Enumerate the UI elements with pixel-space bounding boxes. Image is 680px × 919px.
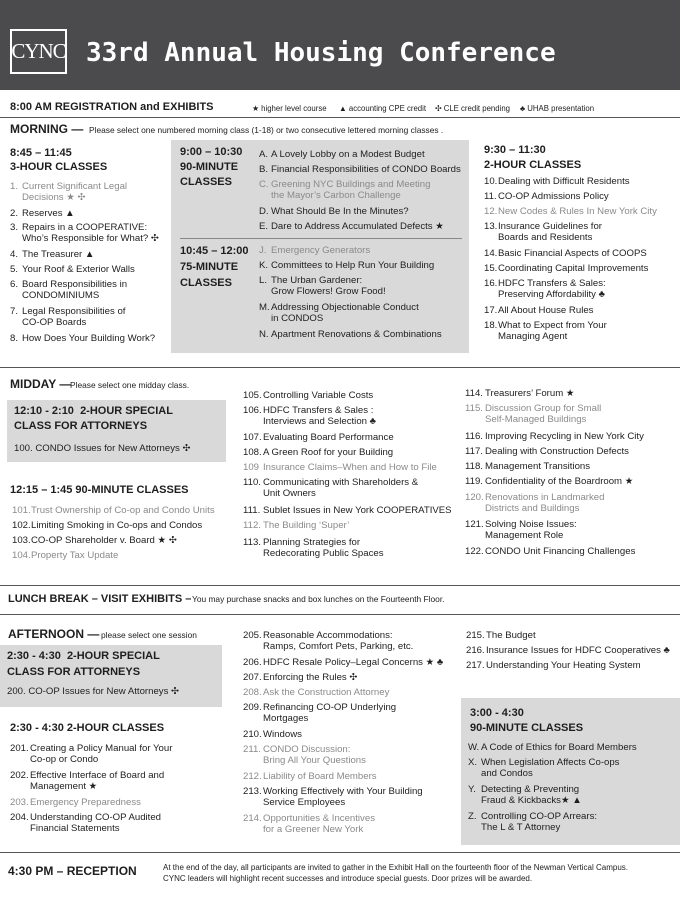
class-number: 213. <box>243 786 262 797</box>
class-item <box>468 811 597 822</box>
class-title: How Does Your Building Work? <box>22 333 156 344</box>
class-item <box>259 206 409 217</box>
class-title-cont: Co-op or Condo <box>30 754 99 765</box>
class-title: Confidentiality of the Boardroom ★ <box>485 476 634 487</box>
class-title: Communicating with Shareholders & <box>263 477 419 488</box>
midday-special-type2: CLASS FOR ATTORNEYS <box>14 420 148 432</box>
class-number: 117. <box>465 446 483 457</box>
class-item <box>465 403 601 414</box>
class-title: Committees to Help Run Your Building <box>271 260 435 271</box>
class-title-cont: Districts and Buildings <box>485 503 580 514</box>
morning-col2b-type: 75-MINUTE <box>180 261 239 273</box>
class-title: A Code of Ethics for Board Members <box>481 742 637 753</box>
class-item <box>465 492 604 503</box>
class-title: Understanding Your Heating System <box>486 660 641 671</box>
class-number: 206. <box>243 657 262 668</box>
class-number: 215. <box>466 630 485 641</box>
morning-note: Please select one numbered morning class (1-18) or two consecutive lettered morning classes . <box>89 125 444 135</box>
class-item <box>12 535 177 546</box>
class-item <box>10 306 125 317</box>
class-title: Reserves ▲ <box>22 208 75 219</box>
class-number: 111. <box>243 505 261 516</box>
class-item <box>484 176 630 187</box>
class-item <box>243 744 350 755</box>
class-item <box>12 505 215 516</box>
class-title: Greening NYC Buildings and Meeting <box>271 179 431 190</box>
class-title: Improving Recycling in New York City <box>485 431 644 442</box>
morning-col2b-time: 10:45 – 12:00 <box>180 245 249 257</box>
class-number: 5. <box>10 264 19 275</box>
morning-col3-time: 9:30 – 11:30 <box>484 144 546 156</box>
class-title: What to Expect from Your <box>498 320 607 331</box>
class-title: CO-OP Admissions Policy <box>498 191 609 202</box>
class-title-cont: CONDOMINIUMS <box>22 290 100 301</box>
class-title: Liability of Board Members <box>263 771 377 782</box>
class-item <box>259 164 461 175</box>
reception-text-2: CYNC leaders will highlight recent successes and introduce special guests. Door prizes will be awarded. <box>163 874 533 883</box>
class-number: 17. <box>484 305 498 316</box>
morning-col2a-type2: CLASSES <box>180 176 232 188</box>
class-number: 7. <box>10 306 19 317</box>
class-title-cont: Service Employees <box>263 797 346 808</box>
afternoon-label: AFTERNOON — <box>8 627 100 641</box>
class-title: Limiting Smoking in Co-ops and Condos <box>31 520 203 531</box>
class-item <box>243 672 357 683</box>
morning-col2a-type: 90-MINUTE <box>180 161 239 173</box>
class-title-cont: Management ★ <box>30 781 98 792</box>
class-item <box>259 221 444 232</box>
class-item <box>243 786 423 797</box>
reception-label: 4:30 PM – RECEPTION <box>8 864 137 878</box>
class-number: 12. <box>484 206 498 217</box>
class-number: 4. <box>10 249 19 260</box>
class-item <box>10 812 161 823</box>
class-title: A Green Roof for your Building <box>263 447 394 458</box>
class-title: Reasonable Accommodations: <box>263 630 393 641</box>
class-title: HDFC Transfers & Sales : <box>263 405 374 416</box>
class-title: New Codes & Rules In New York City <box>498 206 657 217</box>
class-title: The Budget <box>486 630 536 641</box>
class-title: Detecting & Preventing <box>481 784 580 795</box>
morning-col2a-time: 9:00 – 10:30 <box>180 146 243 158</box>
lunch-label: LUNCH BREAK – VISIT EXHIBITS – <box>8 593 192 605</box>
class-title: Evaluating Board Performance <box>263 432 394 443</box>
class-title: Coordinating Capital Improvements <box>498 263 649 274</box>
class-number: L. <box>259 275 268 286</box>
class-number: 211. <box>243 744 261 755</box>
class-item <box>10 743 172 754</box>
class-item <box>465 476 633 487</box>
class-title: Ask the Construction Attorney <box>263 687 390 698</box>
class-item <box>484 206 657 217</box>
class-number: K. <box>259 260 269 271</box>
class-number: 18. <box>484 320 498 331</box>
page-title: 33rd Annual Housing Conference <box>86 38 556 68</box>
class-item <box>10 770 164 781</box>
class-number: 108. <box>243 447 262 458</box>
class-number: 209. <box>243 702 262 713</box>
class-item <box>243 390 373 401</box>
class-item <box>243 477 418 488</box>
class-title: Treasurers’ Forum ★ <box>485 388 575 399</box>
class-title: Financial Responsibilities of CONDO Boards <box>271 164 461 175</box>
class-title: CO-OP Shareholder v. Board ★ ✣ <box>31 535 177 546</box>
class-number: A. <box>259 149 269 160</box>
class-number: B. <box>259 164 269 175</box>
class-title: Apartment Renovations & Combinations <box>271 329 442 340</box>
class-title: The Building ‘Super’ <box>263 520 350 531</box>
class-title: Management Transitions <box>485 461 591 472</box>
midday-90-heading: 12:15 – 1:45 90-MINUTE CLASSES <box>10 484 189 496</box>
class-item <box>465 388 574 399</box>
class-number: C. <box>259 179 269 190</box>
class-number: E. <box>259 221 269 232</box>
class-title: Emergency Generators <box>271 245 371 256</box>
class-item <box>243 813 375 824</box>
class-title-cont: Ramps, Comfort Pets, Parking, etc. <box>263 641 414 652</box>
class-number: 122. <box>465 546 484 557</box>
class-item <box>10 333 155 344</box>
class-number: 104. <box>12 550 31 561</box>
afternoon-90-time: 3:00 - 4:30 <box>470 707 524 719</box>
class-title: Opportunities & Incentives <box>263 813 375 824</box>
class-title-cont: Grow Flowers! Grow Food! <box>271 286 386 297</box>
class-title: The Treasurer ▲ <box>22 249 95 260</box>
legend-3: ✣ CLE credit pending <box>435 104 511 113</box>
class-title: Basic Financial Aspects of COOPS <box>498 248 647 259</box>
class-number: 113. <box>243 537 261 548</box>
class-number: M. <box>259 302 270 313</box>
class-title: Addressing Objectionable Conduct <box>271 302 419 313</box>
class-item <box>12 520 202 531</box>
class-item <box>12 550 118 561</box>
class-title: A Lovely Lobby on a Modest Budget <box>271 149 425 160</box>
class-item <box>484 191 609 202</box>
class-title: Discussion Group for Small <box>485 403 602 414</box>
class-item <box>484 320 607 331</box>
class-item <box>10 208 75 219</box>
class-item <box>484 221 602 232</box>
class-item <box>10 797 141 808</box>
class-title: Enforcing the Rules ✣ <box>263 672 358 683</box>
class-title: Refinancing CO-OP Underlying <box>263 702 397 713</box>
class-title: CONDO Unit Financing Challenges <box>485 546 636 557</box>
morning-label: MORNING — <box>10 122 84 136</box>
class-title-cont: Redecorating Public Spaces <box>263 548 384 559</box>
legend-4: ♣ UHAB presentation <box>520 104 595 113</box>
class-item <box>10 222 147 233</box>
class-title: Emergency Preparedness <box>30 797 141 808</box>
class-item <box>259 260 434 271</box>
class-item <box>484 305 593 316</box>
class-title: The Urban Gardener: <box>271 275 363 286</box>
class-item <box>259 275 362 286</box>
midday-label: MIDDAY — <box>10 377 72 391</box>
class-item <box>484 278 606 289</box>
class-title: Current Significant Legal <box>22 181 128 192</box>
class-number: 119. <box>465 476 483 487</box>
class-number: W. <box>468 742 480 753</box>
class-title-cont: the Mayor’s Carbon Challenge <box>271 190 401 201</box>
class-title: Solving Noise Issues: <box>485 519 577 530</box>
class-item <box>259 302 419 313</box>
lunch-note: You may purchase snacks and box lunches on the Fourteenth Floor. <box>192 594 445 604</box>
class-item <box>468 742 637 753</box>
class-number: 121. <box>465 519 484 530</box>
class-number: 109 <box>243 462 260 473</box>
class-title-cont: Boards and Residents <box>498 232 593 243</box>
class-number: 11. <box>484 191 497 202</box>
class-title-cont: Interviews and Selection ♣ <box>263 416 376 427</box>
class-item <box>243 520 349 531</box>
class-number: 114. <box>465 388 483 399</box>
class-title: Property Tax Update <box>31 550 119 561</box>
class-item <box>466 630 536 641</box>
class-item <box>468 757 619 768</box>
afternoon-note: please select one session <box>101 630 197 640</box>
class-number: X. <box>468 757 478 768</box>
class-item <box>243 702 396 713</box>
class-title: All About House Rules <box>498 305 594 316</box>
class-title-cont: Unit Owners <box>263 488 316 499</box>
class-title-cont: Management Role <box>485 530 564 541</box>
class-number: 16. <box>484 278 498 289</box>
class-title: Board Responsibilities in <box>22 279 128 290</box>
class-number: 210. <box>243 729 262 740</box>
class-title-cont: Mortgages <box>263 713 309 724</box>
class-item <box>484 263 648 274</box>
class-item <box>259 149 425 160</box>
class-title-cont: Preserving Affordability ♣ <box>498 289 605 300</box>
class-number: 212. <box>243 771 262 782</box>
class-title: HDFC Resale Policy–Legal Concerns ★ ♣ <box>263 657 444 668</box>
class-number: 118. <box>465 461 483 472</box>
morning-col2b-type2: CLASSES <box>180 277 232 289</box>
class-number: 120. <box>465 492 484 503</box>
morning-col1-time: 8:45 – 11:45 <box>10 147 72 159</box>
class-number: 216. <box>466 645 485 656</box>
class-number: 105. <box>243 390 262 401</box>
afternoon-special-type2: CLASS FOR ATTORNEYS <box>7 666 141 678</box>
class-item <box>259 245 370 256</box>
class-number: 8. <box>10 333 19 344</box>
class-item <box>465 519 577 530</box>
midday-special-heading: 12:10 - 2:10 2-HOUR SPECIAL <box>14 405 173 417</box>
class-number: 10. <box>484 176 498 187</box>
class-title: Your Roof & Exterior Walls <box>22 264 135 275</box>
class-number: 115. <box>465 403 483 414</box>
class-item <box>466 660 641 671</box>
class-number: 203. <box>10 797 29 808</box>
morning-col1-type: 3-HOUR CLASSES <box>10 161 108 173</box>
class-number: 14. <box>484 248 498 259</box>
class-title-cont: CO-OP Boards <box>22 317 87 328</box>
class-title-cont: Financial Statements <box>30 823 120 834</box>
class-number: 116. <box>465 431 483 442</box>
class-title-cont: Managing Agent <box>498 331 568 342</box>
class-number: 103. <box>12 535 31 546</box>
class-number: 207. <box>243 672 262 683</box>
class-item <box>465 461 590 472</box>
class-item <box>259 329 442 340</box>
class-item <box>243 462 437 473</box>
class-number: 3. <box>10 222 19 233</box>
class-title: Repairs in a COOPERATIVE: <box>22 222 148 233</box>
class-title: HDFC Transfers & Sales: <box>498 278 606 289</box>
reception-text-1: At the end of the day, all participants are invited to gather in the Exhibit Hall on the fourteenth floor of the Newman Vertical Campus. <box>163 863 629 872</box>
class-title-cont: Fraud & Kickbacks★ ▲ <box>481 795 582 806</box>
morning-col3-type: 2-HOUR CLASSES <box>484 159 582 171</box>
class-item <box>465 431 644 442</box>
class-number: 217. <box>466 660 485 671</box>
midday-special-item: 100. CONDO Issues for New Attorneys ✣ <box>14 443 191 454</box>
class-item <box>468 784 579 795</box>
class-title: Dealing with Construction Defects <box>485 446 629 457</box>
class-title: Sublet Issues in New York COOPERATIVES <box>263 505 452 516</box>
class-number: Y. <box>468 784 476 795</box>
class-number: 112. <box>243 520 261 531</box>
class-title-cont: Who’s Responsible for What? ✣ <box>22 233 159 244</box>
class-number: 13. <box>484 221 498 232</box>
class-item <box>243 537 360 548</box>
class-title: CONDO Discussion: <box>263 744 351 755</box>
class-item <box>10 279 127 290</box>
class-item <box>484 248 647 259</box>
class-title-cont: for a Greener New York <box>263 824 364 835</box>
class-item <box>243 729 302 740</box>
class-number: 1. <box>10 181 19 192</box>
class-item <box>243 505 452 516</box>
class-number: 205. <box>243 630 262 641</box>
afternoon-2hr-heading: 2:30 - 4:30 2-HOUR CLASSES <box>10 722 165 734</box>
cync-logo: CYNC <box>10 29 67 74</box>
class-title-cont: in CONDOS <box>271 313 324 324</box>
class-title: Insurance Guidelines for <box>498 221 602 232</box>
class-title-cont: Decisions ★ ✣ <box>22 192 86 203</box>
class-title: Controlling Variable Costs <box>263 390 374 401</box>
class-item <box>10 249 94 260</box>
class-number: 101. <box>12 505 31 516</box>
class-title: Windows <box>263 729 302 740</box>
class-number: 15. <box>484 263 498 274</box>
registration-label: 8:00 AM REGISTRATION and EXHIBITS <box>10 101 214 113</box>
afternoon-90-type: 90-MINUTE CLASSES <box>470 722 584 734</box>
class-title: Controlling CO-OP Arrears: <box>481 811 598 822</box>
legend-2: ▲ accounting CPE credit <box>339 104 427 113</box>
class-title: What Should Be In the Minutes? <box>271 206 409 217</box>
class-number: 201. <box>10 743 29 754</box>
class-number: 202. <box>10 770 29 781</box>
class-title: Insurance Issues for HDFC Cooperatives ♣ <box>486 645 670 656</box>
class-item <box>243 405 373 416</box>
class-title: Understanding CO-OP Audited <box>30 812 162 823</box>
class-item <box>243 432 394 443</box>
class-item <box>243 630 393 641</box>
class-title-cont: and Condos <box>481 768 533 779</box>
legend-1: ★ higher level course <box>252 104 327 113</box>
class-number: 6. <box>10 279 19 290</box>
class-title: Working Effectively with Your Building <box>263 786 423 797</box>
class-title: Insurance Claims–When and How to File <box>263 462 437 473</box>
class-title: Legal Responsibilities of <box>22 306 126 317</box>
class-title: Dealing with Difficult Residents <box>498 176 630 187</box>
class-item <box>466 645 670 656</box>
class-item <box>259 179 430 190</box>
class-number: 208. <box>243 687 262 698</box>
class-title: Creating a Policy Manual for Your <box>30 743 173 754</box>
class-number: N. <box>259 329 269 340</box>
class-number: 106. <box>243 405 262 416</box>
class-number: 102. <box>12 520 31 531</box>
class-item <box>465 446 629 457</box>
class-item <box>243 447 393 458</box>
class-title-cont: Bring All Your Questions <box>263 755 366 766</box>
class-title: Renovations in Landmarked <box>485 492 605 503</box>
afternoon-special-item: 200. CO-OP Issues for New Attorneys ✣ <box>7 686 180 697</box>
class-title: When Legislation Affects Co-ops <box>481 757 620 768</box>
class-title: Dare to Address Accumulated Defects ★ <box>271 221 444 232</box>
class-item <box>10 264 135 275</box>
class-title: Planning Strategies for <box>263 537 361 548</box>
class-item <box>243 771 377 782</box>
class-number: 2. <box>10 208 19 219</box>
class-title-cont: The L & T Attorney <box>481 822 561 833</box>
class-number: 107. <box>243 432 262 443</box>
divider <box>180 238 462 239</box>
class-number: J. <box>259 245 267 256</box>
class-number: 204. <box>10 812 29 823</box>
class-number: 110. <box>243 477 261 488</box>
afternoon-special-heading: 2:30 - 4:30 2-HOUR SPECIAL <box>7 650 160 662</box>
class-title: Effective Interface of Board and <box>30 770 165 781</box>
class-number: Z. <box>468 811 477 822</box>
class-title-cont: Self-Managed Buildings <box>485 414 587 425</box>
class-item <box>243 657 443 668</box>
midday-note: Please select one midday class. <box>70 380 190 390</box>
class-number: D. <box>259 206 269 217</box>
class-item <box>465 546 635 557</box>
class-title: Trust Ownership of Co-op and Condo Units <box>31 505 215 516</box>
class-item <box>243 687 389 698</box>
class-number: 214. <box>243 813 262 824</box>
class-item <box>10 181 127 192</box>
